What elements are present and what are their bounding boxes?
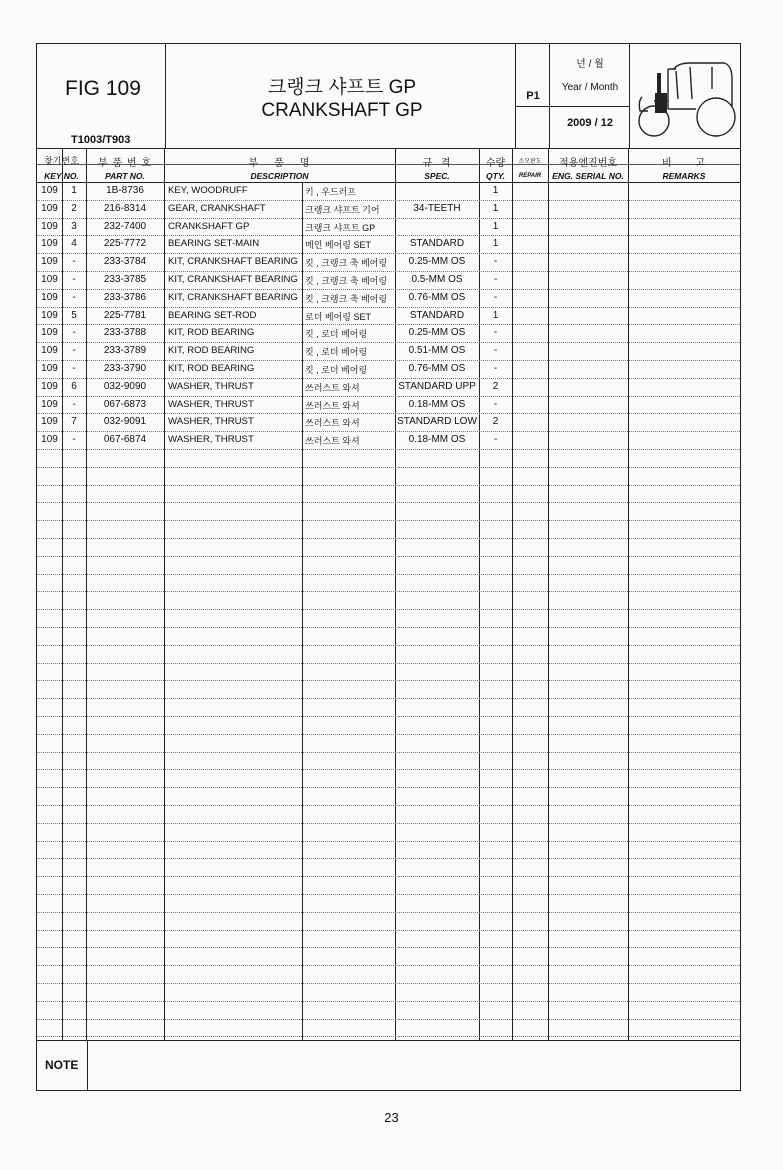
cell-qty: - bbox=[493, 327, 498, 338]
table-row bbox=[37, 203, 740, 217]
tractor-icon bbox=[634, 49, 738, 144]
year-month-label-ko: 년 / 월 bbox=[576, 59, 604, 70]
cell-fig: 109 bbox=[41, 292, 58, 303]
row-rule bbox=[37, 396, 740, 397]
cell-qty: - bbox=[493, 274, 498, 285]
row-rule bbox=[37, 574, 740, 575]
page-code: P1 bbox=[526, 90, 540, 102]
col-serial-ko: 적용엔진번호 bbox=[559, 158, 617, 169]
cell-desc-ko: 킷 , 크랭크 축 베어링 bbox=[305, 276, 388, 286]
row-rule bbox=[37, 716, 740, 717]
row-rule bbox=[37, 413, 740, 414]
cell-desc-ko: 킷 , 로더 베어링 bbox=[305, 329, 368, 339]
cell-qty: 1 bbox=[492, 238, 499, 249]
cell-part: 233-3788 bbox=[103, 327, 147, 338]
cell-fig: 109 bbox=[41, 363, 58, 374]
figure-number: FIG 109 bbox=[65, 77, 141, 100]
title-english: CRANKSHAFT GP bbox=[261, 100, 423, 121]
col-repair-ko: 소모판도 bbox=[518, 159, 542, 165]
year-month-value: 2009 / 12 bbox=[567, 117, 613, 129]
row-rule bbox=[37, 431, 740, 432]
cell-key: - bbox=[72, 274, 76, 285]
col-serial-en: ENG. SERIAL NO. bbox=[552, 171, 624, 181]
cell-spec: 0.18-MM OS bbox=[408, 399, 466, 410]
row-rule bbox=[37, 645, 740, 646]
row-rule bbox=[37, 627, 740, 628]
cell-part: 032-9091 bbox=[103, 416, 147, 427]
cell-part: 233-3789 bbox=[103, 345, 147, 356]
cell-key: - bbox=[72, 292, 76, 303]
col-spec-ko: 규 격 bbox=[422, 158, 452, 169]
row-rule bbox=[37, 556, 740, 557]
cell-key: - bbox=[72, 327, 76, 338]
cell-desc-en: WASHER, THRUST bbox=[168, 434, 254, 445]
cell-part: 1B-8736 bbox=[106, 185, 144, 196]
cell-desc-ko: 로더 베어링 SET bbox=[305, 312, 371, 322]
cell-spec: 0.51-MM OS bbox=[408, 345, 466, 356]
cell-part: 233-3790 bbox=[103, 363, 147, 374]
row-rule bbox=[37, 698, 740, 699]
year-month-label-en: Year / Month bbox=[561, 82, 619, 93]
cell-qty: 1 bbox=[492, 203, 499, 214]
cell-fig: 109 bbox=[41, 310, 58, 321]
cell-qty: - bbox=[493, 292, 498, 303]
col-desc-ko: 부 품 명 bbox=[248, 158, 311, 169]
row-rule bbox=[37, 983, 740, 984]
cell-qty: - bbox=[493, 434, 498, 445]
row-rule bbox=[37, 752, 740, 753]
cell-fig: 109 bbox=[41, 381, 58, 392]
row-rule bbox=[37, 947, 740, 948]
cell-fig: 109 bbox=[41, 185, 58, 196]
row-rule bbox=[37, 787, 740, 788]
row-rule bbox=[37, 823, 740, 824]
cell-spec: 34-TEETH bbox=[413, 203, 461, 214]
table-row bbox=[37, 310, 740, 324]
cell-qty: 2 bbox=[492, 416, 499, 427]
cell-key: 7 bbox=[71, 416, 77, 427]
table-row bbox=[37, 399, 740, 413]
col-key-en: KEY NO. bbox=[44, 171, 79, 181]
table-row bbox=[37, 363, 740, 377]
row-rule bbox=[37, 520, 740, 521]
cell-desc-ko: 크랭크 샤프트 GP bbox=[305, 223, 376, 233]
cell-key: 4 bbox=[71, 238, 77, 249]
cell-spec: STANDARD bbox=[409, 238, 465, 249]
cell-fig: 109 bbox=[41, 327, 58, 338]
cell-desc-ko: 크랭크 샤프트 기어 bbox=[305, 205, 380, 215]
cell-fig: 109 bbox=[41, 203, 58, 214]
cell-key: 1 bbox=[71, 185, 77, 196]
row-rule bbox=[37, 538, 740, 539]
row-rule bbox=[37, 289, 740, 290]
table-row bbox=[37, 416, 740, 430]
cell-part: 067-6873 bbox=[103, 399, 147, 410]
cell-desc-ko: 킷 , 크랭크 축 베어링 bbox=[305, 294, 388, 304]
table-row bbox=[37, 345, 740, 359]
table-row bbox=[37, 256, 740, 270]
col-qty-ko: 수량 bbox=[485, 158, 506, 169]
cell-desc-en: WASHER, THRUST bbox=[168, 381, 254, 392]
table-row bbox=[37, 434, 740, 448]
cell-part: 067-6874 bbox=[103, 434, 147, 445]
cell-desc-ko: 쓰러스트 와셔 bbox=[305, 436, 360, 446]
cell-desc-en: BEARING SET-ROD bbox=[168, 310, 257, 321]
cell-fig: 109 bbox=[41, 238, 58, 249]
row-rule bbox=[37, 502, 740, 503]
row-rule bbox=[37, 894, 740, 895]
cell-spec: 0.25-MM OS bbox=[408, 256, 466, 267]
row-rule bbox=[37, 271, 740, 272]
cell-key: 5 bbox=[71, 310, 77, 321]
cell-qty: - bbox=[493, 256, 498, 267]
cell-part: 233-3786 bbox=[103, 292, 147, 303]
cell-desc-ko: 메인 베어링 SET bbox=[305, 240, 371, 250]
row-rule bbox=[37, 876, 740, 877]
table-row bbox=[37, 381, 740, 395]
row-rule bbox=[37, 342, 740, 343]
cell-key: - bbox=[72, 345, 76, 356]
cell-qty: 1 bbox=[492, 221, 499, 232]
cell-part: 216-8314 bbox=[103, 203, 147, 214]
cell-qty: 1 bbox=[492, 310, 499, 321]
col-repair-en: REPAIR bbox=[518, 173, 542, 179]
col-key-ko: 찾기번호 bbox=[44, 156, 79, 166]
cell-desc-ko: 키 , 우드러프 bbox=[305, 187, 356, 197]
cell-key: - bbox=[72, 363, 76, 374]
table-row bbox=[37, 292, 740, 306]
cell-part: 232-7400 bbox=[103, 221, 147, 232]
cell-key: - bbox=[72, 399, 76, 410]
cell-fig: 109 bbox=[41, 416, 58, 427]
row-rule bbox=[37, 307, 740, 308]
cell-desc-ko: 쓰러스트 와셔 bbox=[305, 418, 360, 428]
cell-desc-en: KIT, ROD BEARING bbox=[168, 327, 255, 338]
row-rule bbox=[37, 591, 740, 592]
cell-fig: 109 bbox=[41, 221, 58, 232]
col-part-ko: 부 품 번 호 bbox=[98, 158, 152, 169]
table-row bbox=[37, 327, 740, 341]
cell-key: - bbox=[72, 434, 76, 445]
cell-desc-ko: 킷 , 로더 베어링 bbox=[305, 347, 368, 357]
cell-desc-ko: 킷 , 로더 베어링 bbox=[305, 365, 368, 375]
parts-sheet bbox=[36, 43, 741, 1091]
table-row bbox=[37, 274, 740, 288]
row-rule bbox=[37, 1019, 740, 1020]
note-label: NOTE bbox=[45, 1058, 79, 1072]
cell-desc-en: KIT, ROD BEARING bbox=[168, 363, 255, 374]
cell-spec: STANDARD UPP bbox=[398, 381, 476, 392]
cell-spec: 0.25-MM OS bbox=[408, 327, 466, 338]
row-rule bbox=[37, 324, 740, 325]
cell-spec: 0.5-MM OS bbox=[411, 274, 463, 285]
cell-qty: - bbox=[493, 399, 498, 410]
cell-fig: 109 bbox=[41, 274, 58, 285]
row-rule bbox=[37, 609, 740, 610]
cell-desc-ko: 쓰러스트 와셔 bbox=[305, 383, 360, 393]
row-rule bbox=[37, 930, 740, 931]
col-remarks-en: REMARKS bbox=[662, 171, 706, 181]
cell-desc-en: KIT, CRANKSHAFT BEARING bbox=[168, 292, 298, 303]
row-rule bbox=[37, 235, 740, 236]
page-number: 23 bbox=[384, 1110, 399, 1125]
row-rule bbox=[37, 1001, 740, 1002]
cell-desc-en: CRANKSHAFT GP bbox=[168, 221, 250, 232]
cell-desc-en: WASHER, THRUST bbox=[168, 416, 254, 427]
cell-key: 6 bbox=[71, 381, 77, 392]
row-rule bbox=[37, 734, 740, 735]
col-part-en: PART NO. bbox=[105, 171, 145, 181]
row-rule bbox=[37, 841, 740, 842]
col-qty-en: QTY. bbox=[485, 171, 506, 181]
row-rule bbox=[37, 965, 740, 966]
cell-qty: - bbox=[493, 363, 498, 374]
cell-qty: 2 bbox=[492, 381, 499, 392]
cell-qty: 1 bbox=[492, 185, 499, 196]
row-rule bbox=[37, 663, 740, 664]
cell-fig: 109 bbox=[41, 256, 58, 267]
row-rule bbox=[37, 360, 740, 361]
cell-qty: - bbox=[493, 345, 498, 356]
row-rule bbox=[37, 1036, 740, 1037]
cell-spec: 0.18-MM OS bbox=[408, 434, 466, 445]
table-row bbox=[37, 221, 740, 235]
cell-fig: 109 bbox=[41, 399, 58, 410]
cell-desc-en: KIT, CRANKSHAFT BEARING bbox=[168, 274, 298, 285]
cell-desc-ko: 쓰러스트 와셔 bbox=[305, 401, 360, 411]
cell-desc-en: BEARING SET-MAIN bbox=[168, 238, 260, 249]
col-remarks-ko: 비 고 bbox=[662, 158, 706, 169]
cell-desc-ko: 킷 , 크랭크 축 베어링 bbox=[305, 258, 388, 268]
cell-fig: 109 bbox=[41, 345, 58, 356]
cell-desc-en: GEAR, CRANKSHAFT bbox=[168, 203, 266, 214]
cell-fig: 109 bbox=[41, 434, 58, 445]
cell-desc-en: KEY, WOODRUFF bbox=[168, 185, 248, 196]
cell-spec: STANDARD LOW bbox=[397, 416, 477, 427]
cell-key: 3 bbox=[71, 221, 77, 232]
cell-desc-en: WASHER, THRUST bbox=[168, 399, 254, 410]
row-rule bbox=[37, 912, 740, 913]
cell-key: - bbox=[72, 256, 76, 267]
row-rule bbox=[37, 858, 740, 859]
table-row bbox=[37, 185, 740, 199]
row-rule bbox=[37, 200, 740, 201]
cell-part: 233-3785 bbox=[103, 274, 147, 285]
cell-spec: 0.76-MM OS bbox=[408, 292, 466, 303]
cell-desc-en: KIT, ROD BEARING bbox=[168, 345, 255, 356]
cell-part: 032-9090 bbox=[103, 381, 147, 392]
table-row bbox=[37, 238, 740, 252]
model-label: T1003/T903 bbox=[71, 134, 131, 146]
row-rule bbox=[37, 449, 740, 450]
row-rule bbox=[37, 805, 740, 806]
row-rule bbox=[37, 467, 740, 468]
title-korean: 크랭크 샤프트 GP bbox=[267, 77, 417, 98]
row-rule bbox=[37, 253, 740, 254]
row-rule bbox=[37, 378, 740, 379]
col-spec-en: SPEC. bbox=[424, 171, 450, 181]
row-rule bbox=[37, 218, 740, 219]
cell-part: 225-7781 bbox=[103, 310, 147, 321]
row-rule bbox=[37, 680, 740, 681]
cell-spec: 0.76-MM OS bbox=[408, 363, 466, 374]
cell-part: 225-7772 bbox=[103, 238, 147, 249]
cell-key: 2 bbox=[71, 203, 77, 214]
cell-part: 233-3784 bbox=[103, 256, 147, 267]
col-desc-en: DESCRIPTION bbox=[250, 171, 309, 181]
cell-desc-en: KIT, CRANKSHAFT BEARING bbox=[168, 256, 298, 267]
row-rule bbox=[37, 485, 740, 486]
cell-spec: STANDARD bbox=[409, 310, 465, 321]
row-rule bbox=[37, 769, 740, 770]
